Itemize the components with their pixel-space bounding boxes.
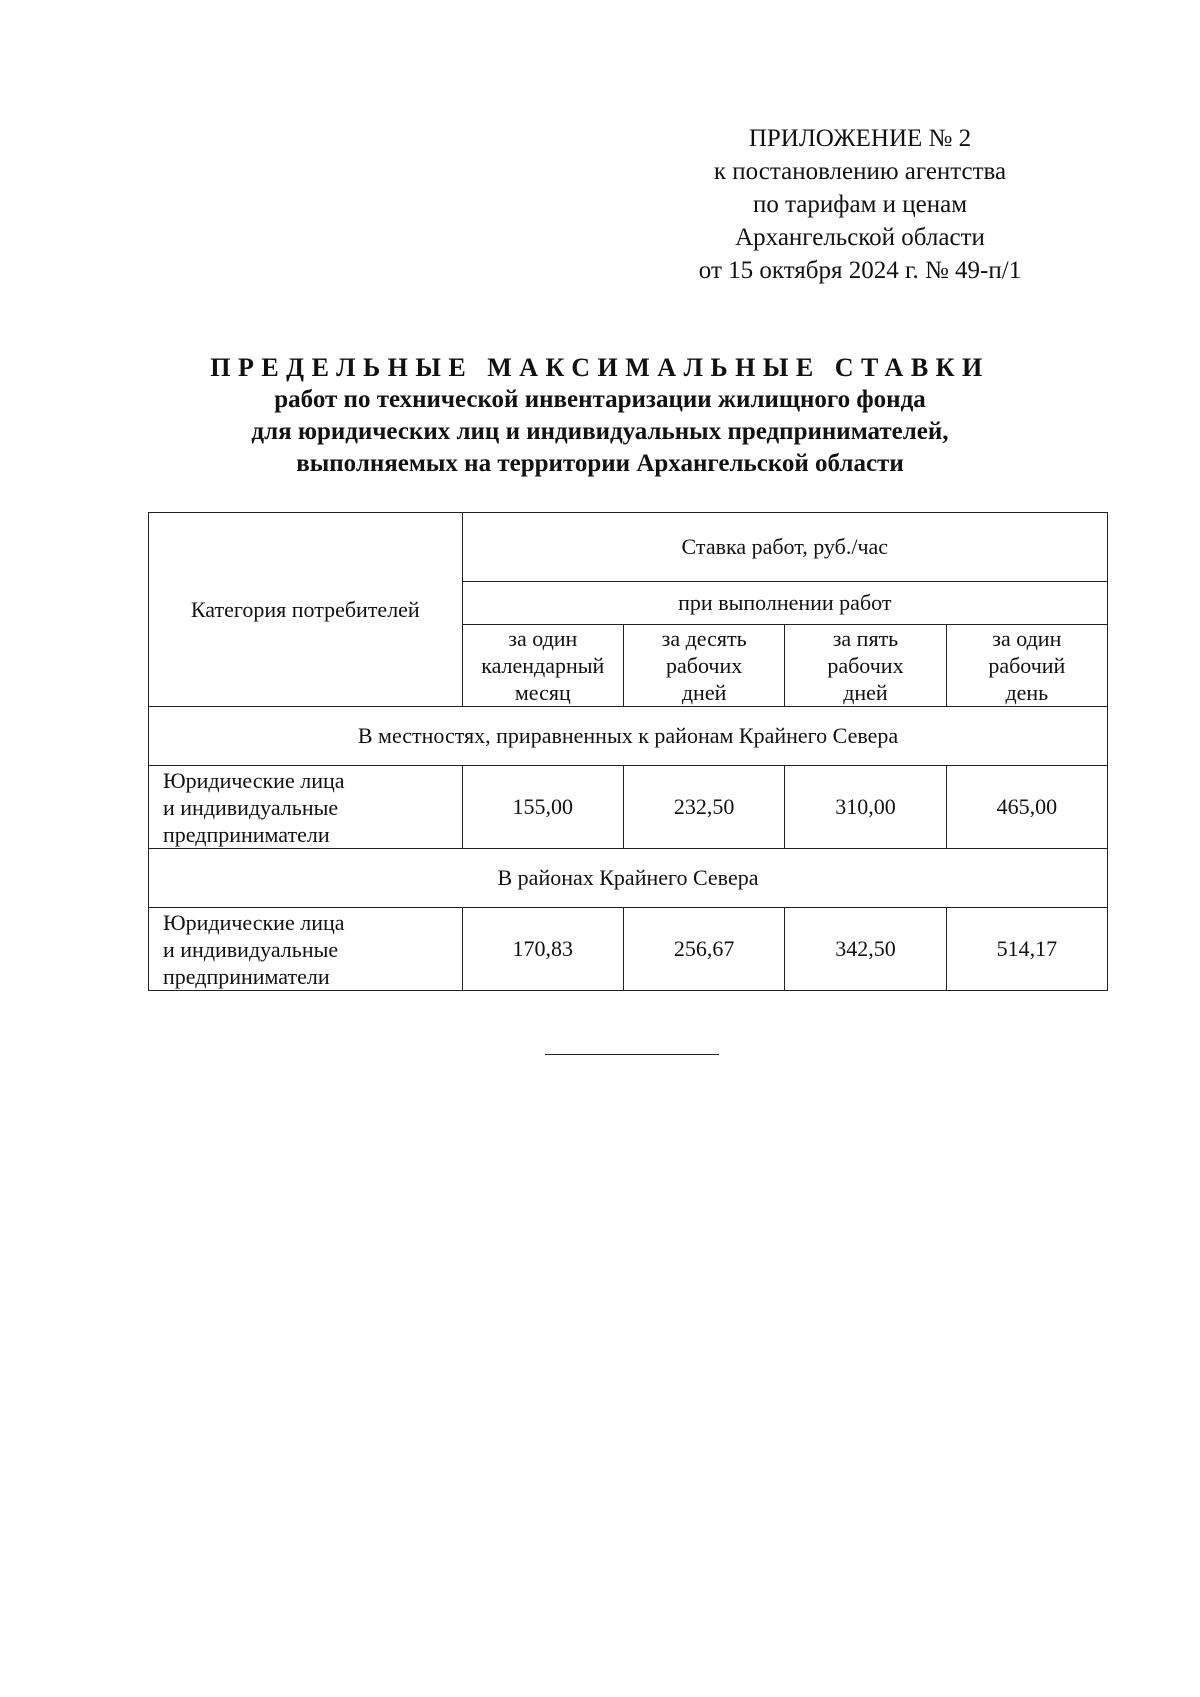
category-line: и индивидуальные (163, 936, 339, 962)
category-header: Категория потребителей (149, 513, 463, 707)
category-cell (149, 766, 463, 849)
appendix-header (660, 122, 1060, 287)
column-header-line: за один (992, 626, 1062, 651)
column-header-line: месяц (514, 680, 571, 705)
document-title (140, 352, 1060, 480)
category-line: предприниматели (163, 821, 330, 847)
column-header-line: за десять (661, 626, 747, 651)
rate-value: 155,00 (462, 766, 623, 849)
subtitle-line: выполняемых на территории Архангельской области (296, 450, 904, 477)
category-line: Юридические лица (163, 909, 345, 935)
appendix-line: от 15 октября 2024 г. № 49-п/1 (698, 257, 1022, 284)
column-header-line: рабочий (988, 653, 1066, 678)
column-header-five-days (785, 625, 946, 707)
column-header-line: календарный (481, 653, 605, 678)
rate-value: 465,00 (946, 766, 1107, 849)
rate-value: 342,50 (785, 908, 946, 991)
appendix-line: к постановлению агентства (713, 158, 1007, 185)
rate-header: Ставка работ, руб./час (462, 513, 1107, 582)
appendix-line: Архангельской области (735, 224, 985, 251)
section-title: В местностях, приравненных к районам Крайнего Севера (149, 707, 1108, 766)
closing-separator-line (545, 1054, 719, 1055)
table-row (149, 908, 1108, 991)
column-header-line: за пять (832, 626, 899, 651)
rate-value: 232,50 (623, 766, 784, 849)
category-line: и индивидуальные (163, 794, 339, 820)
subtitle-line: для юридических лиц и индивидуальных предпринимателей, (251, 418, 949, 445)
column-header-one-day (946, 625, 1107, 707)
column-header-line: за один (508, 626, 578, 651)
column-header-month (462, 625, 623, 707)
category-line: Юридические лица (163, 767, 345, 793)
column-header-line: рабочих (827, 653, 904, 678)
appendix-line: ПРИЛОЖЕНИЕ № 2 (748, 125, 972, 152)
column-header-line: день (1005, 680, 1049, 705)
subtitle-line: работ по технической инвентаризации жилищного фонда (274, 386, 926, 413)
appendix-line: по тарифам и ценам (752, 191, 968, 218)
column-header-ten-days (623, 625, 784, 707)
column-header-line: дней (843, 680, 888, 705)
column-header-line: дней (681, 680, 727, 705)
work-mode-header: при выполнении работ (462, 582, 1107, 625)
section-title: В районах Крайнего Севера (149, 849, 1108, 908)
rate-value: 514,17 (946, 908, 1107, 991)
rates-table (148, 512, 1108, 991)
main-title: ПРЕДЕЛЬНЫЕ МАКСИМАЛЬНЫЕ СТАВКИ (210, 353, 990, 382)
rate-value: 310,00 (785, 766, 946, 849)
column-header-line: рабочих (666, 653, 743, 678)
category-line: предприниматели (163, 963, 330, 989)
category-cell (149, 908, 463, 991)
table-row (149, 766, 1108, 849)
rate-value: 256,67 (623, 908, 784, 991)
rate-value: 170,83 (462, 908, 623, 991)
